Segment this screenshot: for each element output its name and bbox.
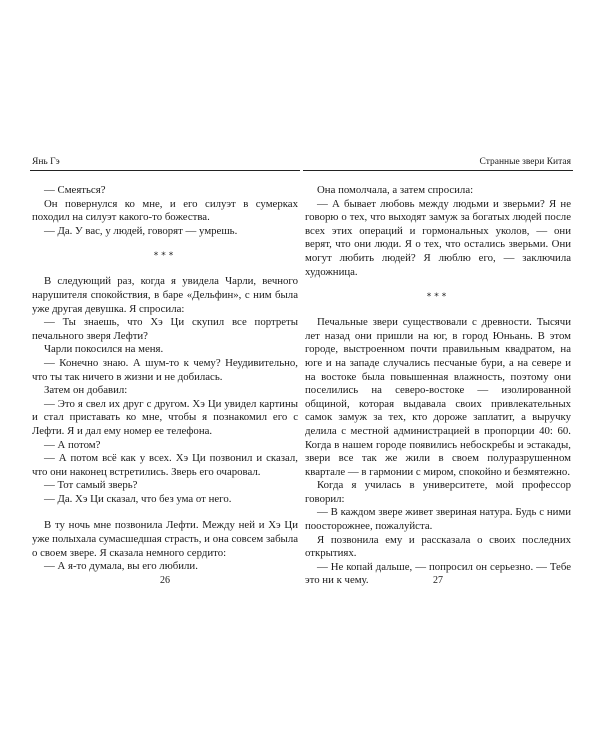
paragraph: — Да. Хэ Ци сказал, что без ума от него. bbox=[44, 492, 232, 505]
paragraph: — Конечно знаю. А шум-то к чему? Неудивительно, что ты так ничего в жизни и не добилась. bbox=[32, 356, 298, 383]
paragraph: — В каждом звере живет звериная натура. Будь с ними поосторожнее, пожалуйста. bbox=[305, 506, 571, 533]
paragraph: — Смеяться? bbox=[44, 184, 106, 196]
right-page-number: 27 bbox=[433, 575, 443, 586]
paragraph: — А потом? bbox=[44, 438, 101, 451]
paragraph: — А я-то думала, вы его любили. bbox=[44, 560, 198, 573]
section-separator: *** bbox=[426, 292, 450, 303]
paragraph: Когда я училась в университете, мой профессор говорил: bbox=[305, 479, 571, 505]
left-page-body bbox=[32, 184, 298, 574]
right-header-text: Странные звери Китая bbox=[479, 157, 571, 167]
left-page bbox=[30, 0, 300, 750]
left-page-number: 26 bbox=[160, 575, 170, 586]
paragraph: — Тот самый зверь? bbox=[44, 479, 138, 492]
paragraph: Она помолчала, а затем спросила: bbox=[317, 184, 474, 196]
paragraph: — Это я свел их друг с другом. Хэ Ци увидел картины и стал приставать ко мне, чтобы я познакомил его с Лефти. Я и дал ему номер ее телефона. bbox=[32, 397, 298, 437]
paragraph: Затем он добавил: bbox=[44, 384, 128, 397]
paragraph: — Не копай дальше, — попросил он серьезно. — Тебе это ни к чему. bbox=[305, 560, 571, 587]
left-header-text: Янь Гэ bbox=[32, 157, 60, 167]
paragraph: — Ты знаешь, что Хэ Ци скупил все портреты печального зверя Лефти? bbox=[32, 316, 298, 342]
section-separator: *** bbox=[153, 251, 177, 262]
paragraph: — А бывает любовь между людьми и зверьми? Я не говорю о тех, что выходят замуж за богатых людей после всех этих операций и гормональных уколов, — они верят, что они люди. Я о тех, что остались зверьми. Они могут любить людей? Я люблю его, — заключила художница. bbox=[305, 197, 571, 278]
scene-break bbox=[32, 506, 298, 519]
right-page-body bbox=[305, 184, 571, 588]
paragraph: — А потом всё как у всех. Хэ Ци позвонил и сказал, что они наконец встретились. Зверь его очаровал. bbox=[32, 452, 298, 478]
right-page bbox=[303, 0, 573, 750]
paragraph: В ту ночь мне позвонила Лефти. Между ней и Хэ Ци уже полыхала сумасшедшая страсть, и она совсем забыла о своем звере. Я сказала немного сердито: bbox=[32, 519, 298, 559]
right-running-header bbox=[303, 157, 573, 171]
paragraph: Печальные звери существовали с древности. Тысячи лет назад они пришли на юг, в город Юньань. В этом городе, выстроенном почти правильным квадратом, на юге и на западе случались песчаные бури, а на севере и на востоке была повышенная влажность, поэтому они поселились на северо-востоке — изолированной общиной, которая выдавала своих привлекательных самок замуж за тех, кто дороже заплатит, а выручку делила с местной администрацией в пропорции 40: 60. Когда в нашем городе появились небоскребы и эстакады, звери все так же жили в своем полуразрушенном квартале — в гармонии с миром, спокойно и безмятежно. bbox=[305, 316, 571, 478]
paragraph: — Да. У вас, у людей, говорят — умрешь. bbox=[44, 224, 238, 237]
left-running-header bbox=[30, 157, 300, 171]
paragraph: В следующий раз, когда я увидела Чарли, вечного нарушителя спокойствия, в баре «Дельфин», с ним была уже другая девушка. Я спросила: bbox=[32, 275, 298, 315]
paragraph: Он повернулся ко мне, и его силуэт в сумерках походил на силуэт какого-то божества. bbox=[32, 197, 298, 224]
paragraph: Чарли покосился на меня. bbox=[44, 343, 164, 356]
paragraph: Я позвонила ему и рассказала о своих последних открытиях. bbox=[305, 533, 571, 560]
